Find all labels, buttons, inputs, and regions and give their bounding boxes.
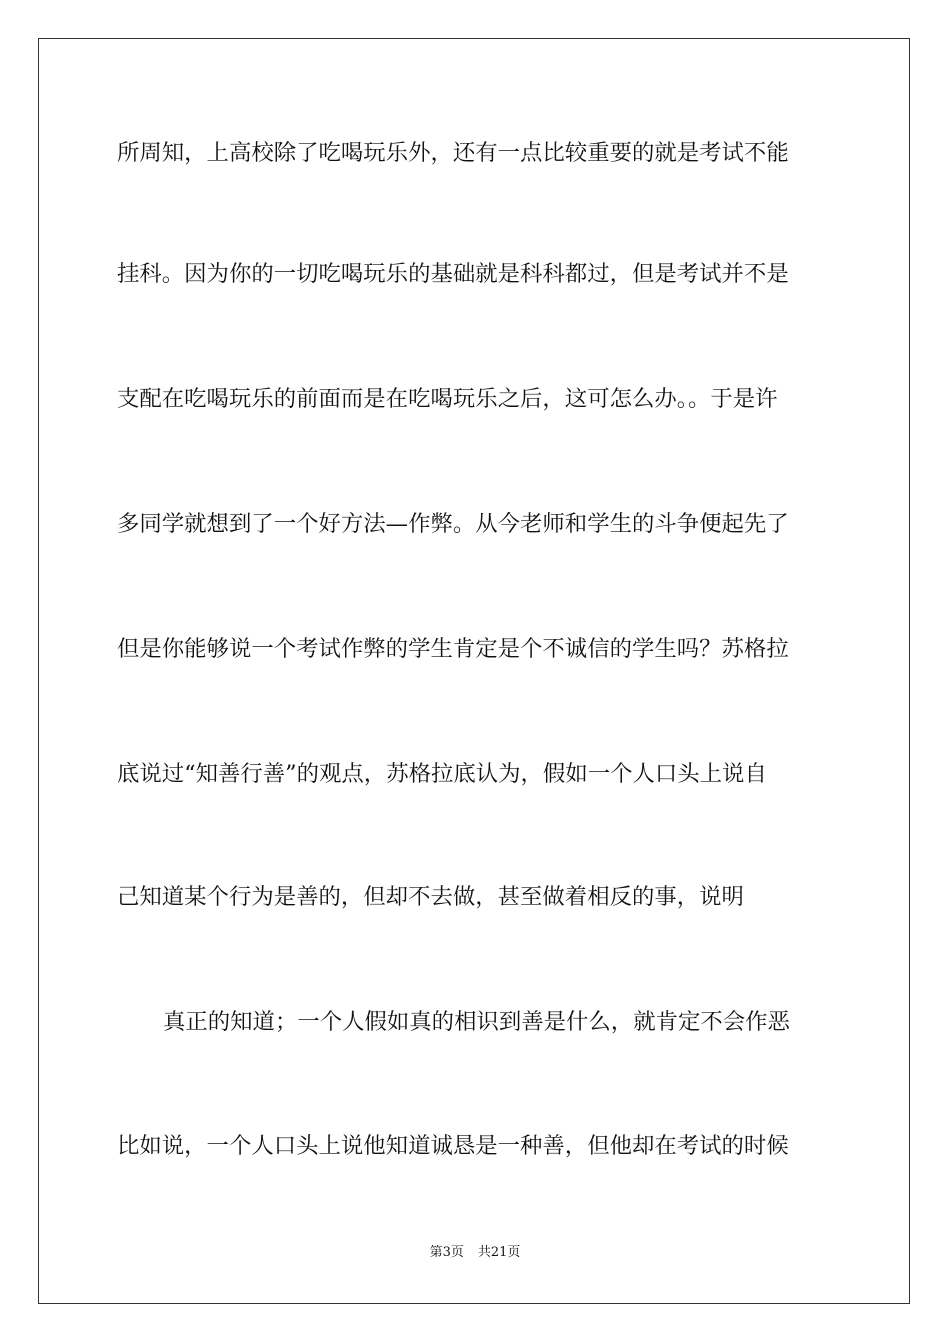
page-number: 第3页 — [429, 1245, 464, 1260]
text-line-2: 挂科。因为你的一切吃喝玩乐的基础就是科科都过，但是考试并不是 — [117, 261, 789, 287]
text-line-4: 多同学就想到了一个好方法—作弊。从今老师和学生的斗争便起先了 — [117, 511, 789, 537]
text-line-9: 比如说，一个人口头上说他知道诚恳是一种善，但他却在考试的时候 — [117, 1133, 789, 1159]
text-line-1: 所周知，上高校除了吃喝玩乐外，还有一点比较重要的就是考试不能 — [117, 140, 789, 166]
page-frame — [38, 38, 910, 1304]
total-pages: 共21页 — [477, 1245, 521, 1260]
text-line-3: 支配在吃喝玩乐的前面而是在吃喝玩乐之后，这可怎么办。。于是许 — [117, 386, 778, 412]
text-line-6: 底说过“知善行善”的观点，苏格拉底认为，假如一个人口头上说自 — [117, 761, 767, 787]
page-footer — [0, 1244, 950, 1262]
text-line-5: 但是你能够说一个考试作弊的学生肯定是个不诚信的学生吗？苏格拉 — [117, 636, 789, 662]
text-line-8: 真正的知道；一个人假如真的相识到善是什么，就肯定不会作恶 — [163, 1009, 790, 1035]
text-line-7: 己知道某个行为是善的，但却不去做，甚至做着相反的事，说明 — [117, 884, 744, 910]
